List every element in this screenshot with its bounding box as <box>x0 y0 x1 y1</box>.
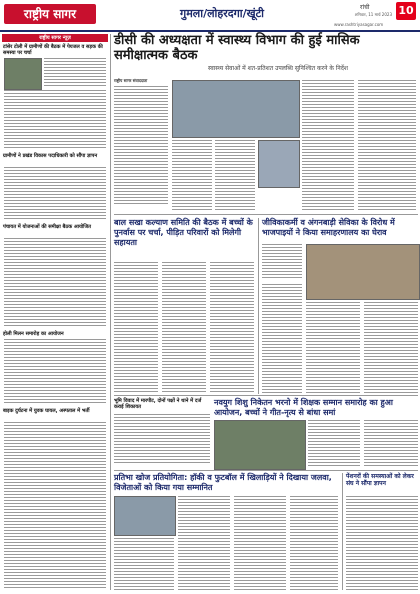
center-story-text-col1 <box>308 420 360 468</box>
left-story3-text <box>4 238 106 328</box>
lead-dateline: राष्ट्रीय सागर संवाददाता <box>114 78 148 83</box>
mid-story-text-col2 <box>162 262 206 392</box>
left-story2-text <box>4 167 106 221</box>
lead-photo-small <box>258 140 300 188</box>
left-story5-headline: बाइक दुर्घटना में युवक घायल, अस्पताल में भर्ती <box>3 408 90 414</box>
center-story-text-col2 <box>364 420 418 468</box>
lead-text-col2 <box>172 140 212 210</box>
bottom-story-text-col1 <box>114 538 174 590</box>
right-story-photo <box>306 244 420 300</box>
website-url: www.rashtriyasagar.com <box>334 22 384 27</box>
section-title: गुमला/लोहरदगा/खूंटी <box>180 7 265 20</box>
right-story-headline: जीविकाकर्मी व अंगनबाड़ी सेविका के विरोध में भाजपाइयों ने किया समाहरणालय का घेराव <box>262 218 395 237</box>
lead-text-col3 <box>215 140 255 210</box>
lead-text-col5 <box>358 80 416 212</box>
bottom-story-text-col4 <box>290 496 338 590</box>
left-story1-text-cont <box>4 90 106 150</box>
mid-story-text-col3 <box>210 262 254 392</box>
lead-text-col4 <box>302 80 354 212</box>
lead-photo-main <box>172 80 300 138</box>
left-story1-headline: टांसेर टोली में ग्रामीणों की बैठक में पेयजल व सड़क की समस्या पर चर्चा <box>3 44 103 56</box>
column-divider <box>110 34 111 590</box>
bottom-story-photo <box>114 496 176 536</box>
page-number: 10 <box>396 2 416 20</box>
bottom-divider <box>114 470 418 471</box>
left-story1-photo <box>4 58 42 90</box>
column-label: राष्ट्रीय सागर न्यूज़ <box>2 34 108 42</box>
small-story-headline: भूमि विवाद में मारपीट, दोनों पक्षों ने थाने में दर्ज कराई शिकायत <box>114 398 202 410</box>
left-story2-headline: ग्रामीणों ने प्रखंड विकास पदाधिकारी को सौंपा ज्ञापन <box>3 153 98 159</box>
section-divider <box>114 395 418 396</box>
bottom-story-text-col2 <box>178 496 230 590</box>
left-story4-text <box>4 339 106 405</box>
right-story-text-col3 <box>364 302 418 394</box>
bottom-right-text <box>346 496 418 590</box>
bottom-right-headline: पेंशनरों की समस्याओं को लेकर संघ ने सौंपा ज्ञापन <box>346 473 414 487</box>
masthead-rule <box>0 30 420 32</box>
center-story-headline: नवयुग शिशु निकेतन भरनो में शिक्षक सम्मान समारोह का हुआ आयोजन, बच्चों ने गीत-नृत्य से बांधा समां <box>214 398 393 417</box>
left-story1-text <box>44 58 106 88</box>
right-story-text-col1 <box>262 284 302 394</box>
bottom-story-headline: प्रतिभा खोज प्रतियोगिता: हॉकी व फुटबॉल में खिलाड़ियों ने दिखाया जलवा, विजेताओं को किया गया सम्मानित <box>114 473 332 492</box>
edition-city: रांची <box>360 4 370 11</box>
masthead <box>0 0 420 30</box>
newspaper-logo: राष्ट्रीय सागर <box>4 4 96 24</box>
left-story3-headline: पंचायत में योजनाओं की समीक्षा बैठक आयोजित <box>3 224 92 230</box>
lead-divider <box>114 214 418 215</box>
right-story-text-col2 <box>306 302 360 394</box>
edition-date: शनिवार, 11 मार्च 2023 <box>354 12 392 17</box>
small-story-text <box>114 414 210 464</box>
center-story-photo <box>214 420 306 470</box>
bottom-story-text-col3 <box>234 496 286 590</box>
left-story4-headline: होली मिलन समारोह का आयोजन <box>3 331 64 337</box>
lead-headline: डीसी की अध्यक्षता में स्वास्थ्य विभाग की हुई मासिक समीक्षात्मक बैठक <box>114 33 360 63</box>
lead-subhead: स्वास्थ्य सेवाओं में शत-प्रतिशत उपलब्धि सुनिश्चित करने के निर्देश <box>207 65 349 72</box>
mid-divider <box>258 218 259 394</box>
bottom-right-divider <box>342 473 343 590</box>
mid-story-text-col1 <box>114 262 158 392</box>
mid-story-headline: बाल सखा कल्याण समिति की बैठक में बच्चों के पुनर्वास पर चर्चा, पीड़ित परिवारों को मिलेगी सहायता <box>114 218 253 247</box>
right-story-text-intro <box>262 244 302 280</box>
left-story5-text <box>4 422 106 590</box>
lead-text-col1 <box>114 86 168 204</box>
